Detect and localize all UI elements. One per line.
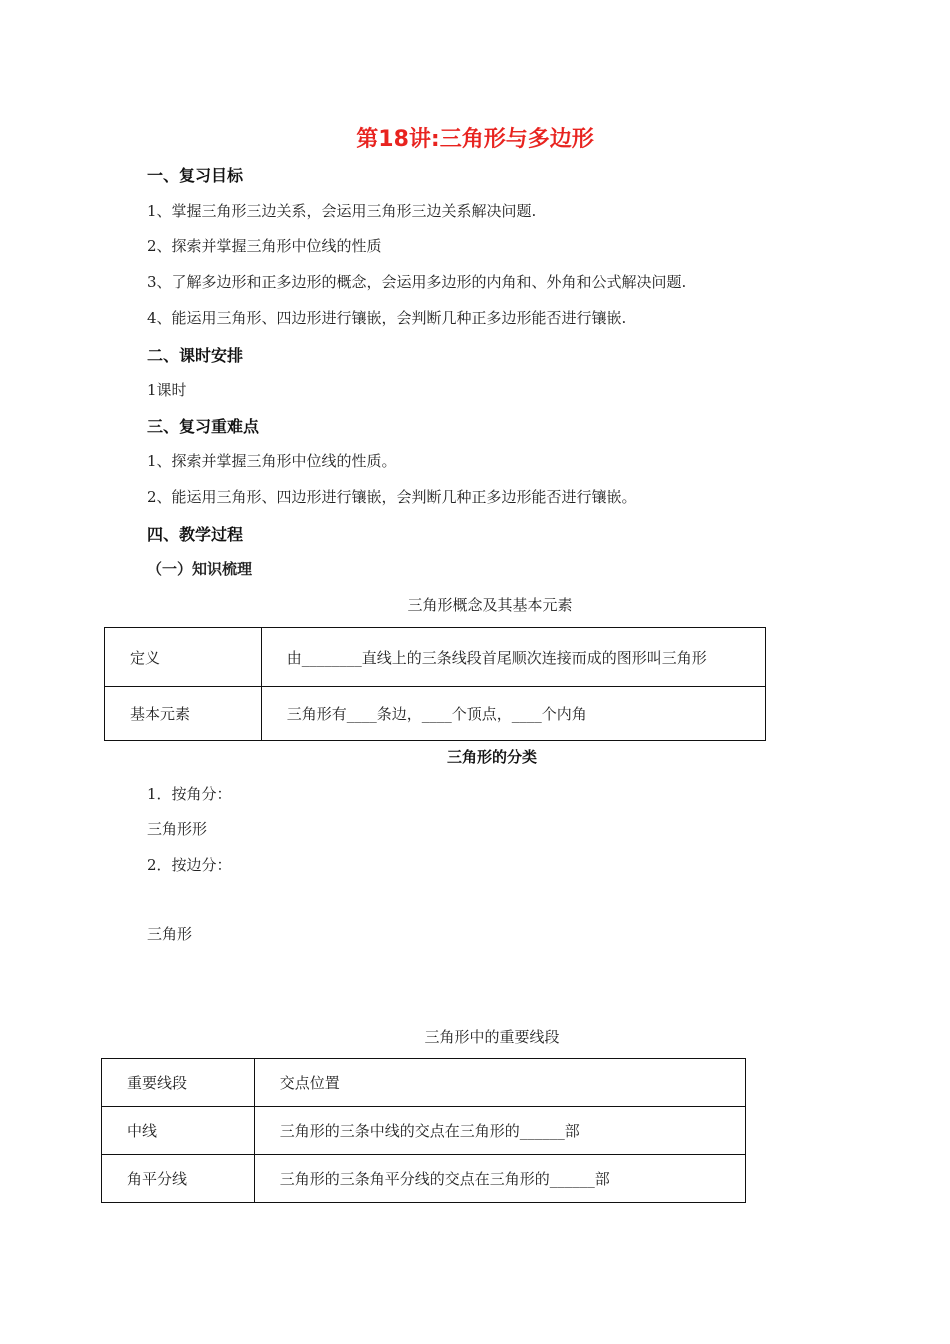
cell-text: 三角形有____条边，____个顶点，____个内角 <box>286 705 587 723</box>
section-heading-teaching-process: 四、教学过程 <box>147 525 244 544</box>
table-cell <box>102 1107 255 1155</box>
table-cell <box>105 628 262 687</box>
cell-text: 角平分线 <box>127 1170 188 1188</box>
cell-text: 三角形的三条中线的交点在三角形的______部 <box>279 1122 580 1140</box>
classify-by-angle-label: 三角形形 <box>147 820 208 838</box>
key-point-2: 2、能运用三角形、四边形进行镶嵌，会判断几种正多边形能否进行镶嵌。 <box>147 488 637 506</box>
page-title: 第18讲:三角形与多边形 <box>356 127 594 152</box>
table-header-cell <box>102 1059 255 1107</box>
subsection-heading-knowledge: （一）知识梳理 <box>147 560 253 578</box>
cell-text: 定义 <box>130 648 161 667</box>
table-row <box>102 1107 746 1155</box>
table-important-segments <box>101 1058 746 1203</box>
table2-caption: 三角形中的重要线段 <box>424 1028 560 1046</box>
cell-text: 重要线段 <box>127 1074 188 1092</box>
table-cell <box>254 1107 745 1155</box>
classify-by-side: 2．按边分： <box>147 856 232 874</box>
goal-item-4: 4、能运用三角形、四边形进行镶嵌，会判断几种正多边形能否进行镶嵌. <box>147 309 627 327</box>
table-row <box>105 628 766 687</box>
goal-item-1: 1、掌握三角形三边关系，会运用三角形三边关系解决问题. <box>147 202 537 220</box>
table-header-row <box>102 1059 746 1107</box>
table1-caption: 三角形概念及其基本元素 <box>407 596 573 614</box>
key-point-1: 1、探索并掌握三角形中位线的性质。 <box>147 452 397 470</box>
goal-item-2: 2、探索并掌握三角形中位线的性质 <box>147 237 382 255</box>
classify-by-angle: 1．按角分： <box>147 785 232 803</box>
table-cell <box>261 687 765 741</box>
table-cell <box>105 687 262 741</box>
cell-text: 由________直线上的三条线段首尾顺次连接而成的图形叫三角形 <box>286 648 707 667</box>
section-heading-schedule: 二、课时安排 <box>147 346 244 365</box>
cell-text: 中线 <box>127 1122 158 1140</box>
table-header-cell <box>254 1059 745 1107</box>
table-triangle-concept <box>104 627 766 741</box>
table-row <box>102 1155 746 1203</box>
goal-item-3: 3、了解多边形和正多边形的概念，会运用多边形的内角和、外角和公式解决问题. <box>147 273 687 291</box>
classify-by-side-label: 三角形 <box>147 925 193 943</box>
table-cell <box>261 628 765 687</box>
section-heading-review-goals: 一、复习目标 <box>147 166 244 185</box>
cell-text: 三角形的三条角平分线的交点在三角形的______部 <box>279 1170 610 1188</box>
cell-text: 基本元素 <box>130 705 191 723</box>
schedule-text: 1课时 <box>147 381 187 399</box>
classification-heading: 三角形的分类 <box>446 748 537 766</box>
section-heading-key-points: 三、复习重难点 <box>147 417 260 436</box>
cell-text: 交点位置 <box>279 1074 340 1092</box>
table-row <box>105 687 766 741</box>
table-cell <box>254 1155 745 1203</box>
table-cell <box>102 1155 255 1203</box>
